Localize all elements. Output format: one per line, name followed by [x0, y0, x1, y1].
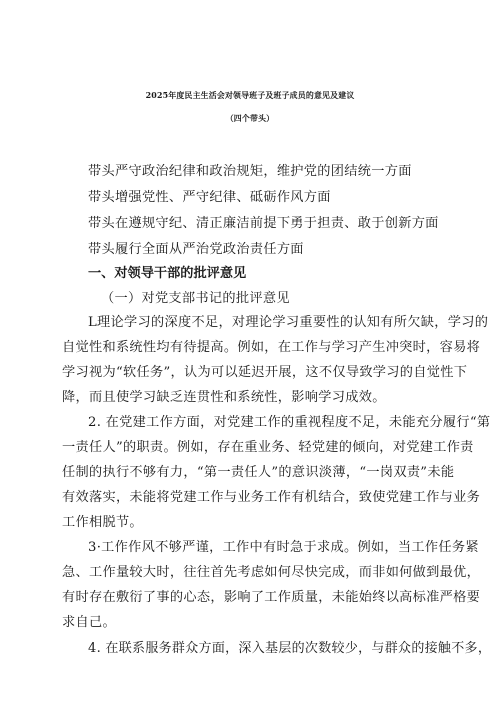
bullet-item: 带头在遵规守纪、清正廉洁前提下勇于担责、敢于创新方面	[88, 216, 439, 231]
paragraph-line: 有效落实，未能将党建工作与业务工作有机结合，致使党建工作与业务	[62, 490, 481, 505]
section-heading: 一、对领导干部的批评意见	[88, 266, 247, 281]
bullet-item: 带头严守政治纪律和政治规矩，维护党的团结统一方面	[88, 164, 412, 179]
paragraph-line: 学习视为“软任务”，认为可以延迟开展，这不仅导致学习的自觉性下	[62, 365, 468, 380]
paragraph-line: 一责任人”的职责。例如，存在重业务、轻党建的倾向，对党建工作责	[62, 440, 474, 455]
document-title: 2025年度民主生活会对领导班子及班子成员的意见及建议	[145, 91, 355, 100]
document-subtitle: （四个带头）	[225, 114, 275, 123]
paragraph-line: 降，而且使学习缺乏连贯性和系统性，影响学习成效。	[62, 390, 386, 405]
paragraph-line: 有时存在敷衍了事的心态，影响了工作质量，未能始终以高标准严格要	[62, 590, 481, 605]
paragraph-line: 求自己。	[62, 615, 116, 630]
paragraph-line: L理论学习的深度不足，对理论学习重要性的认知有所欠缺，学习的	[88, 315, 489, 330]
subsection-heading: （一）对党支部书记的批评意见	[101, 291, 290, 306]
paragraph-line: 自觉性和系统性均有待提高。例如，在工作与学习产生冲突时，容易将	[62, 340, 481, 355]
bullet-item: 带头履行全面从严治党政治责任方面	[88, 242, 304, 257]
paragraph-line: 3·工作作风不够严谨，工作中有时急于求成。例如，当工作任务紧	[88, 540, 479, 555]
paragraph-line: 工作相脱节。	[62, 515, 143, 530]
paragraph-line: 4. 在联系服务群众方面，深入基层的次数较少，与群众的接触不多，	[88, 641, 492, 656]
bullet-item: 带头增强党性、严守纪律、砥砺作风方面	[88, 190, 331, 205]
paragraph-line: 2. 在党建工作方面，对党建工作的重视程度不足，未能充分履行“第	[88, 415, 491, 430]
paragraph-line: 急、工作量较大时，往往首先考虑如何尽快完成，而非如何做到最优，	[62, 565, 481, 580]
paragraph-line: 任制的执行不够有力，“第一责任人”的意识淡薄，“一岗双责”未能	[62, 465, 455, 480]
